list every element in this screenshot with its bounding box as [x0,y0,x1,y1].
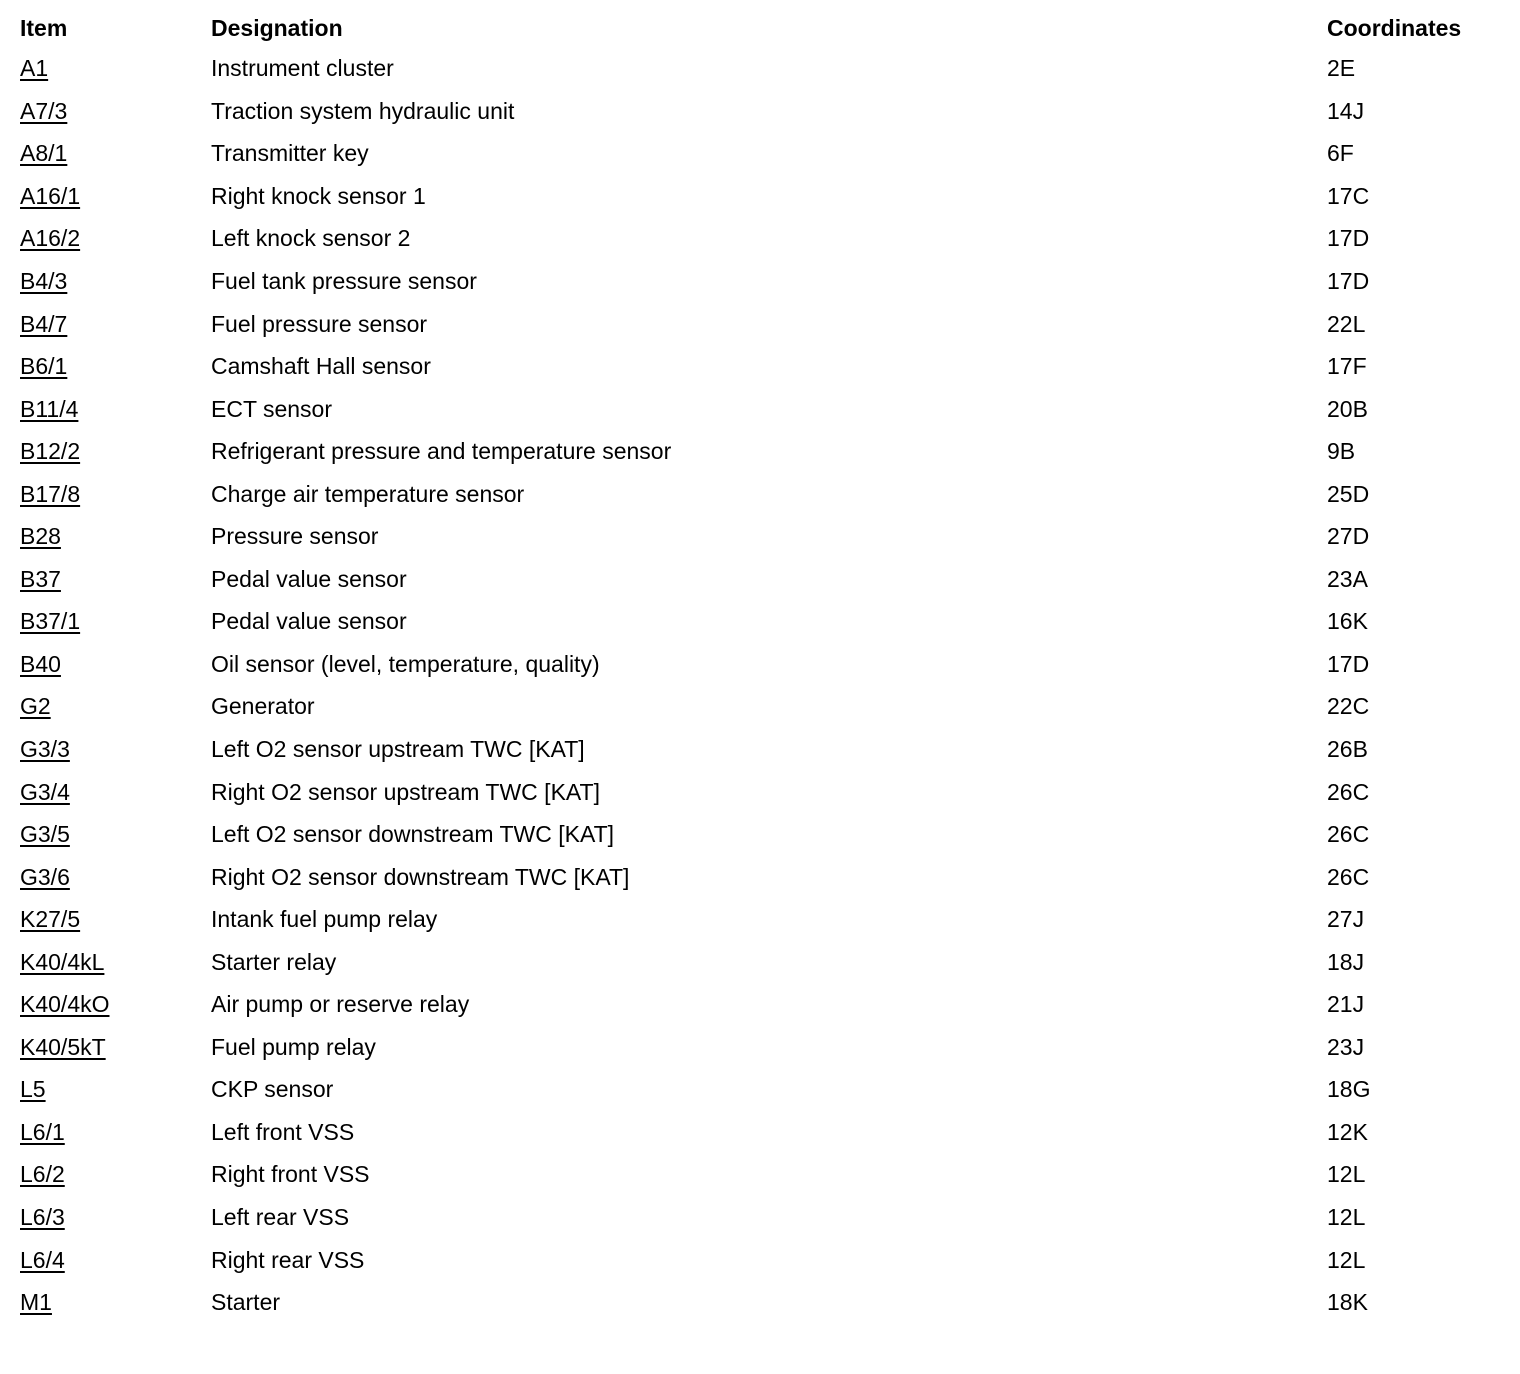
coordinates-cell: 16K [1327,608,1368,635]
item-link[interactable]: L6/2 [20,1161,65,1188]
item-cell [20,388,211,430]
coordinates-cell: 22L [1327,310,1366,337]
item-link[interactable]: A8/1 [20,140,68,167]
coordinates-cell: 17F [1327,353,1367,380]
item-link[interactable]: B40 [20,650,61,677]
designation-cell: Generator [211,693,315,720]
table-row [20,940,1500,983]
table-row [20,1281,1500,1324]
designation-cell: Starter [211,1289,281,1316]
item-cell [20,175,211,217]
item-link[interactable]: K40/4kO [20,991,110,1018]
table-row [20,387,1500,430]
item-link[interactable]: B11/4 [20,395,79,422]
table-header-row [20,8,1500,47]
designation-cell: Pedal value sensor [211,565,407,592]
item-cell [20,90,211,132]
item-link[interactable]: B17/8 [20,480,81,507]
coordinates-cell: 23A [1327,565,1368,592]
designation-cell: Air pump or reserve relay [211,991,470,1018]
coordinates-cell: 2E [1327,55,1356,82]
item-cell [20,685,211,727]
item-cell [20,898,211,940]
designation-cell: Starter relay [211,948,337,975]
item-link[interactable]: G3/3 [20,736,70,763]
designation-cell: Right front VSS [211,1161,370,1188]
designation-cell: Right rear VSS [211,1246,365,1273]
table-row [20,983,1500,1026]
table-row [20,855,1500,898]
item-cell [20,728,211,770]
table-row [20,1153,1500,1196]
table-row [20,600,1500,643]
coordinates-cell: 26C [1327,863,1370,890]
item-link[interactable]: G3/4 [20,778,70,805]
item-link[interactable]: A1 [20,55,49,82]
coordinates-cell: 18K [1327,1289,1368,1316]
table-row [20,1238,1500,1281]
item-cell [20,558,211,600]
table-row [20,1196,1500,1239]
table-row [20,217,1500,260]
table-row [20,770,1500,813]
coordinates-cell: 21J [1327,991,1365,1018]
item-link[interactable]: K40/5kT [20,1033,106,1060]
item-cell [20,1281,211,1323]
column-header-designation: Designation [211,14,343,41]
table-body [20,47,1500,1323]
item-link[interactable]: B37 [20,565,61,592]
coordinates-cell: 23J [1327,1033,1365,1060]
item-link[interactable]: B37/1 [20,608,81,635]
table-row [20,1026,1500,1069]
table-row [20,90,1500,133]
column-header-item: Item [20,14,68,41]
coordinates-cell: 12K [1327,1118,1368,1145]
item-link[interactable]: K27/5 [20,906,81,933]
table-row [20,898,1500,941]
item-cell [20,217,211,259]
coordinates-cell: 14J [1327,97,1365,124]
table-row [20,47,1500,90]
coordinates-cell: 12L [1327,1204,1366,1231]
item-link[interactable]: B4/3 [20,268,68,294]
item-cell [20,132,211,174]
designation-cell: Refrigerant pressure and temperature sensor [211,438,672,465]
table-row [20,472,1500,515]
table-row [20,345,1500,388]
item-cell [20,260,211,302]
item-cell [20,983,211,1025]
item-cell [20,345,211,387]
coordinates-cell: 12L [1327,1161,1366,1188]
coordinates-cell: 20B [1327,395,1368,422]
item-link[interactable]: B28 [20,523,61,550]
coordinates-cell: 18G [1327,1076,1371,1103]
table-row [20,558,1500,601]
coordinates-cell: 6F [1327,140,1354,167]
designation-cell: Left rear VSS [211,1204,350,1231]
coordinates-cell: 18J [1327,948,1365,975]
item-cell [20,941,211,983]
coordinates-cell: 9B [1327,438,1356,465]
designation-cell: Fuel pump relay [211,1033,376,1060]
item-link[interactable]: M1 [20,1289,52,1316]
item-link[interactable]: K40/4kL [20,948,105,975]
designation-cell: Fuel tank pressure sensor [211,268,477,294]
table-row [20,685,1500,728]
table-row [20,515,1500,558]
item-cell [20,303,211,345]
item-cell [20,813,211,855]
designation-cell: Oil sensor (level, temperature, quality) [211,650,600,677]
item-cell [20,1026,211,1068]
designation-cell: Right O2 sensor downstream TWC [KAT] [211,863,630,890]
item-cell [20,1239,211,1281]
item-link[interactable]: B4/7 [20,310,68,337]
item-link[interactable]: L6/1 [20,1118,65,1145]
coordinates-cell: 17D [1327,650,1370,677]
designation-cell: Instrument cluster [211,55,394,82]
table-row [20,1068,1500,1111]
coordinates-cell: 25D [1327,480,1370,507]
item-cell [20,771,211,813]
item-cell [20,1196,211,1238]
designation-cell: Left O2 sensor downstream TWC [KAT] [211,821,615,848]
table-row [20,728,1500,771]
coordinates-cell: 12L [1327,1246,1366,1273]
component-legend-table [20,8,1500,1323]
designation-cell: Right O2 sensor upstream TWC [KAT] [211,778,600,805]
item-cell [20,515,211,557]
item-link[interactable]: B12/2 [20,438,81,465]
item-link[interactable]: A7/3 [20,97,68,124]
coordinates-cell: 27J [1327,906,1365,933]
table-row [20,813,1500,856]
designation-cell: CKP sensor [211,1076,334,1103]
designation-cell: ECT sensor [211,395,333,422]
item-link[interactable]: G2 [20,693,51,720]
designation-cell: Left knock sensor 2 [211,225,411,252]
column-header-coordinates: Coordinates [1327,14,1462,41]
designation-cell: Left front VSS [211,1118,355,1145]
item-link[interactable]: L6/4 [20,1246,65,1273]
coordinates-cell: 27D [1327,523,1370,550]
coordinates-cell: 26B [1327,736,1368,763]
item-cell [20,856,211,898]
item-cell [20,1111,211,1153]
designation-cell: Fuel pressure sensor [211,310,428,337]
designation-cell: Left O2 sensor upstream TWC [KAT] [211,736,585,763]
item-link[interactable]: B6/1 [20,353,68,380]
item-link[interactable]: G3/5 [20,821,70,848]
table-row [20,175,1500,218]
designation-cell: Transmitter key [211,140,369,167]
table-row [20,302,1500,345]
item-link[interactable]: L5 [20,1076,46,1103]
designation-cell: Pressure sensor [211,523,379,550]
coordinates-cell: 17C [1327,182,1370,209]
designation-cell: Charge air temperature sensor [211,480,525,507]
table-row [20,1111,1500,1154]
item-cell [20,1068,211,1110]
designation-cell: Camshaft Hall sensor [211,353,431,380]
item-link[interactable]: A16/1 [20,182,81,209]
designation-cell: Right knock sensor 1 [211,182,426,209]
item-cell [20,473,211,515]
item-cell [20,1153,211,1195]
table-row [20,643,1500,686]
designation-cell: Intank fuel pump relay [211,906,438,933]
coordinates-cell: 26C [1327,821,1370,848]
designation-cell: Pedal value sensor [211,608,407,635]
designation-cell: Traction system hydraulic unit [211,97,515,124]
item-link[interactable]: L6/3 [20,1204,65,1231]
item-cell [20,600,211,642]
coordinates-cell: 17D [1327,225,1370,252]
coordinates-cell: 26C [1327,778,1370,805]
item-link[interactable]: A16/2 [20,225,81,252]
item-cell [20,643,211,685]
item-cell [20,430,211,472]
table-row [20,430,1500,473]
table-row [20,260,1500,303]
item-cell [20,47,211,89]
coordinates-cell: 22C [1327,693,1370,720]
item-link[interactable]: G3/6 [20,863,70,890]
table-row [20,132,1500,175]
coordinates-cell: 17D [1327,268,1370,294]
